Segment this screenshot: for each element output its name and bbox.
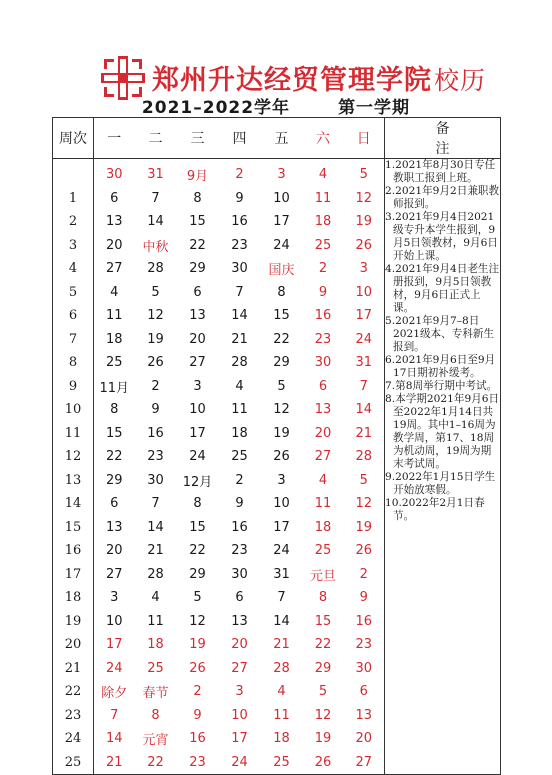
day-cell: 4 xyxy=(277,684,286,700)
day-cell: 12 xyxy=(314,707,332,723)
day-cell: 22 xyxy=(189,237,206,253)
week-number: 10 xyxy=(53,398,94,422)
note-item: 10.2022年2月1日春节。 xyxy=(385,497,485,522)
calendar-header xyxy=(0,52,552,96)
day-cell: 3 xyxy=(235,684,244,700)
day-cell: 21 xyxy=(231,331,248,347)
day-cell: 10 xyxy=(105,613,123,629)
day-cell: 29 xyxy=(273,355,290,371)
day-header: 三 xyxy=(177,118,219,159)
day-cell: 19 xyxy=(273,425,290,441)
day-cell: 3 xyxy=(193,378,202,394)
week-number: 2 xyxy=(53,210,94,234)
day-cell: 13 xyxy=(231,613,248,629)
day-cell: 除夕 xyxy=(101,686,128,702)
day-cell: 2 xyxy=(318,261,328,277)
day-cell: 9 xyxy=(151,402,160,418)
day-cell: 5 xyxy=(359,167,368,183)
day-cell: 10 xyxy=(273,190,290,206)
day-cell: 17 xyxy=(355,308,373,324)
day-cell: 6 xyxy=(110,496,119,512)
day-cell: 22 xyxy=(105,449,123,465)
day-cell: 11 xyxy=(273,707,290,723)
day-cell: 6 xyxy=(359,684,368,700)
day-header: 一 xyxy=(94,118,135,159)
day-cell: 21 xyxy=(355,425,373,441)
day-cell: 29 xyxy=(105,472,123,488)
week-number: 3 xyxy=(53,234,94,258)
day-cell: 19 xyxy=(314,731,332,747)
day-cell: 4 xyxy=(110,284,119,300)
day-cell: 15 xyxy=(314,613,332,629)
day-cell: 18 xyxy=(314,214,332,230)
day-cell: 21 xyxy=(94,751,135,775)
day-cell: 8 xyxy=(110,402,119,418)
day-cell: 22 xyxy=(189,543,206,559)
day-cell: 19 xyxy=(355,519,373,535)
notes-cell xyxy=(385,159,501,775)
day-cell: 3 xyxy=(110,590,119,606)
day-cell: 8 xyxy=(277,284,286,300)
day-cell: 29 xyxy=(189,566,206,582)
day-cell: 15 xyxy=(273,308,290,324)
week-number: 19 xyxy=(53,610,94,634)
day-header: 二 xyxy=(135,118,177,159)
day-cell: 9 xyxy=(235,496,244,512)
day-cell: 16 xyxy=(189,731,206,747)
day-cell: 22 xyxy=(135,751,177,775)
note-item: 2.2021年9月2日兼职教师报到。 xyxy=(385,185,500,210)
day-cell: 15 xyxy=(189,519,206,535)
day-cell: 7 xyxy=(110,707,119,723)
day-cell: 11 xyxy=(105,308,123,324)
day-cell: 17 xyxy=(273,214,290,230)
day-cell: 24 xyxy=(105,660,123,676)
day-cell: 17 xyxy=(273,519,290,535)
day-cell: 13 xyxy=(189,308,206,324)
day-cell: 26 xyxy=(355,237,373,253)
day-cell: 13 xyxy=(105,214,123,230)
calendar-body xyxy=(53,159,501,775)
day-cell: 30 xyxy=(355,660,373,676)
day-cell: 7 xyxy=(235,284,244,300)
day-cell: 7 xyxy=(359,378,368,394)
day-cell: 30 xyxy=(314,355,332,371)
day-header: 日 xyxy=(344,118,385,159)
day-cell: 16 xyxy=(231,214,248,230)
day-cell: 24 xyxy=(273,237,290,253)
subtitle-year: 2021–2022学年 xyxy=(141,98,291,118)
day-cell: 6 xyxy=(235,590,244,606)
day-cell: 19 xyxy=(189,637,206,653)
day-cell: 18 xyxy=(273,731,290,747)
day-cell: 14 xyxy=(147,214,164,230)
day-cell: 31 xyxy=(355,355,373,371)
day-cell: 12 xyxy=(273,402,290,418)
day-cell: 16 xyxy=(314,308,332,324)
day-cell: 14 xyxy=(231,308,248,324)
day-cell: 29 xyxy=(314,660,332,676)
day-cell: 17 xyxy=(231,731,248,747)
day-cell: 18 xyxy=(147,637,164,653)
day-cell: 中秋 xyxy=(142,239,169,255)
day-cell: 30 xyxy=(231,261,248,277)
day-cell: 20 xyxy=(355,731,373,747)
day-cell: 5 xyxy=(359,472,368,488)
day-cell: 30 xyxy=(231,566,248,582)
week-number: 16 xyxy=(53,539,94,563)
day-cell: 10 xyxy=(355,284,373,300)
day-cell: 28 xyxy=(231,355,248,371)
header-row xyxy=(53,118,501,159)
day-cell: 27 xyxy=(105,261,123,277)
note-item: 6.2021年9月6日至9月17日期初补缓考。 xyxy=(385,354,496,379)
day-cell: 24 xyxy=(273,543,290,559)
day-cell: 10 xyxy=(231,707,248,723)
day-cell: 31 xyxy=(147,167,164,183)
day-cell: 12 xyxy=(147,308,164,324)
notes-header: 备注 xyxy=(385,118,501,159)
day-cell: 11 xyxy=(147,613,164,629)
day-cell: 29 xyxy=(189,261,206,277)
week-number: 25 xyxy=(53,751,94,775)
day-cell: 6 xyxy=(110,190,119,206)
day-cell: 元旦 xyxy=(309,568,336,584)
day-cell: 23 xyxy=(314,331,332,347)
day-cell: 3 xyxy=(277,472,286,488)
day-cell: 10 xyxy=(189,402,206,418)
day-cell: 25 xyxy=(105,355,123,371)
week-number: 13 xyxy=(53,469,94,493)
day-cell: 21 xyxy=(147,543,164,559)
note-item: 9.2022年1月15日学生开始放寒假。 xyxy=(385,471,496,496)
day-cell: 11 xyxy=(231,402,248,418)
day-cell: 17 xyxy=(189,425,206,441)
day-cell: 12 xyxy=(355,190,373,206)
day-cell: 11 xyxy=(314,496,332,512)
day-cell: 6 xyxy=(193,284,202,300)
day-cell: 19 xyxy=(147,331,164,347)
day-cell: 4 xyxy=(235,378,244,394)
day-cell: 28 xyxy=(355,449,373,465)
week-number: 7 xyxy=(53,328,94,352)
week-number: 15 xyxy=(53,516,94,540)
day-cell: 3 xyxy=(277,167,286,183)
day-cell: 24 xyxy=(355,331,373,347)
day-cell: 2 xyxy=(151,378,160,394)
week-number: 21 xyxy=(53,657,94,681)
day-cell: 9 xyxy=(235,190,244,206)
day-cell: 春节 xyxy=(142,686,169,702)
day-cell: 11月 xyxy=(99,380,130,396)
day-cell: 8 xyxy=(151,707,160,723)
day-cell: 27 xyxy=(105,566,123,582)
day-cell: 20 xyxy=(105,543,123,559)
day-cell: 15 xyxy=(105,425,123,441)
day-cell: 7 xyxy=(151,496,160,512)
day-cell: 16 xyxy=(355,613,373,629)
week-number: 11 xyxy=(53,422,94,446)
day-cell: 13 xyxy=(314,402,332,418)
day-cell: 13 xyxy=(105,519,123,535)
day-cell: 25 xyxy=(314,237,332,253)
week-number: 9 xyxy=(53,375,94,399)
day-cell: 12月 xyxy=(182,474,213,490)
day-cell: 23 xyxy=(355,637,373,653)
day-cell: 6 xyxy=(318,378,328,394)
note-item: 8.本学期2021年9月6日至2022年1月14日共19周。其中1–16周为教学周，第17、18周为机动周，19周为期末考试周。 xyxy=(385,393,500,470)
day-cell: 11 xyxy=(314,190,332,206)
day-cell: 7 xyxy=(151,190,160,206)
day-cell: 15 xyxy=(189,214,206,230)
day-cell: 22 xyxy=(314,637,332,653)
day-cell: 5 xyxy=(151,284,160,300)
day-cell: 26 xyxy=(303,751,344,775)
day-cell: 20 xyxy=(231,637,248,653)
day-cell: 21 xyxy=(273,637,290,653)
day-cell: 14 xyxy=(273,613,290,629)
day-cell: 18 xyxy=(105,331,123,347)
day-cell: 23 xyxy=(147,449,164,465)
day-cell: 国庆 xyxy=(268,263,295,279)
day-cell: 25 xyxy=(147,660,164,676)
day-cell: 27 xyxy=(189,355,206,371)
day-cell: 27 xyxy=(231,660,248,676)
day-cell: 5 xyxy=(318,684,328,700)
week-number: 18 xyxy=(53,586,94,610)
day-cell: 31 xyxy=(273,566,290,582)
day-cell: 7 xyxy=(277,590,286,606)
day-cell: 25 xyxy=(314,543,332,559)
term-subtitle xyxy=(0,93,552,118)
day-cell: 5 xyxy=(193,590,202,606)
day-cell: 26 xyxy=(273,449,290,465)
day-cell: 25 xyxy=(261,751,303,775)
week-number: 6 xyxy=(53,304,94,328)
week-number: 14 xyxy=(53,492,94,516)
school-name-text: 郑州升达经贸管理学院 xyxy=(152,65,432,96)
day-cell: 13 xyxy=(355,707,373,723)
day-cell: 25 xyxy=(231,449,248,465)
day-cell: 18 xyxy=(314,519,332,535)
day-cell: 8 xyxy=(193,496,202,512)
day-cell: 17 xyxy=(105,637,123,653)
day-cell: 26 xyxy=(355,543,373,559)
day-cell: 27 xyxy=(314,449,332,465)
day-cell: 18 xyxy=(231,425,248,441)
week-number: 4 xyxy=(53,257,94,281)
day-cell: 24 xyxy=(189,449,206,465)
day-cell: 8 xyxy=(318,590,328,606)
day-cell: 14 xyxy=(355,402,373,418)
day-cell: 5 xyxy=(277,378,286,394)
week-number: 12 xyxy=(53,445,94,469)
day-cell: 9 xyxy=(193,707,202,723)
day-cell: 30 xyxy=(147,472,164,488)
day-cell: 9 xyxy=(318,284,328,300)
school-calendar-suffix: 校历 xyxy=(434,66,487,95)
day-cell: 28 xyxy=(147,261,164,277)
calendar-table xyxy=(52,117,501,775)
day-cell: 元宵 xyxy=(142,733,169,749)
week-header: 周次 xyxy=(53,118,94,159)
day-cell: 27 xyxy=(344,751,385,775)
day-cell: 23 xyxy=(177,751,219,775)
day-cell: 2 xyxy=(193,684,202,700)
day-cell: 12 xyxy=(355,496,373,512)
day-cell: 2 xyxy=(235,167,244,183)
day-cell: 20 xyxy=(314,425,332,441)
week-number: 24 xyxy=(53,727,94,751)
day-cell: 24 xyxy=(219,751,261,775)
day-header: 五 xyxy=(261,118,303,159)
day-cell: 26 xyxy=(189,660,206,676)
day-cell: 4 xyxy=(318,167,328,183)
day-cell: 12 xyxy=(189,613,206,629)
subtitle-term: 第一学期 xyxy=(338,98,411,118)
week-number: 23 xyxy=(53,704,94,728)
day-cell: 19 xyxy=(355,214,373,230)
week-number: 1 xyxy=(53,187,94,211)
note-item: 1.2021年8月30日专任教职工报到上班。 xyxy=(385,159,496,184)
day-cell: 30 xyxy=(105,167,123,183)
day-cell: 4 xyxy=(151,590,160,606)
school-name xyxy=(152,58,486,97)
day-cell: 10 xyxy=(273,496,290,512)
day-cell: 9 xyxy=(359,590,368,606)
day-cell: 3 xyxy=(359,261,368,277)
day-cell: 14 xyxy=(147,519,164,535)
day-cell: 20 xyxy=(189,331,206,347)
day-cell: 28 xyxy=(273,660,290,676)
week-number: 5 xyxy=(53,281,94,305)
day-cell: 9月 xyxy=(186,169,209,185)
note-item: 3.2021年9月4日2021级专升本学生报到，9月5日领教材，9月6日开始上课。 xyxy=(385,211,498,262)
day-cell: 26 xyxy=(147,355,164,371)
note-item: 5.2021年9月7–8日2021级本、专科新生报到。 xyxy=(385,315,495,353)
week-number: 8 xyxy=(53,351,94,375)
day-cell: 2 xyxy=(235,472,244,488)
day-cell: 16 xyxy=(147,425,164,441)
day-header: 四 xyxy=(219,118,261,159)
day-cell: 20 xyxy=(105,237,123,253)
week-number xyxy=(53,163,94,187)
note-item: 7.第8周举行期中考试。 xyxy=(385,380,498,392)
week-number: 22 xyxy=(53,680,94,704)
day-cell: 16 xyxy=(231,519,248,535)
day-cell: 2 xyxy=(359,566,368,582)
day-cell: 22 xyxy=(273,331,290,347)
day-cell: 23 xyxy=(231,543,248,559)
note-item: 4.2021年9月4日老生注册报到，9月5日领教材，9月6日正式上课。 xyxy=(385,263,500,314)
week-number: 20 xyxy=(53,633,94,657)
day-cell: 4 xyxy=(318,472,328,488)
day-cell: 23 xyxy=(231,237,248,253)
day-cell: 14 xyxy=(105,731,123,747)
day-header: 六 xyxy=(303,118,344,159)
day-cell: 28 xyxy=(147,566,164,582)
week-number: 17 xyxy=(53,563,94,587)
day-cell: 8 xyxy=(193,190,202,206)
